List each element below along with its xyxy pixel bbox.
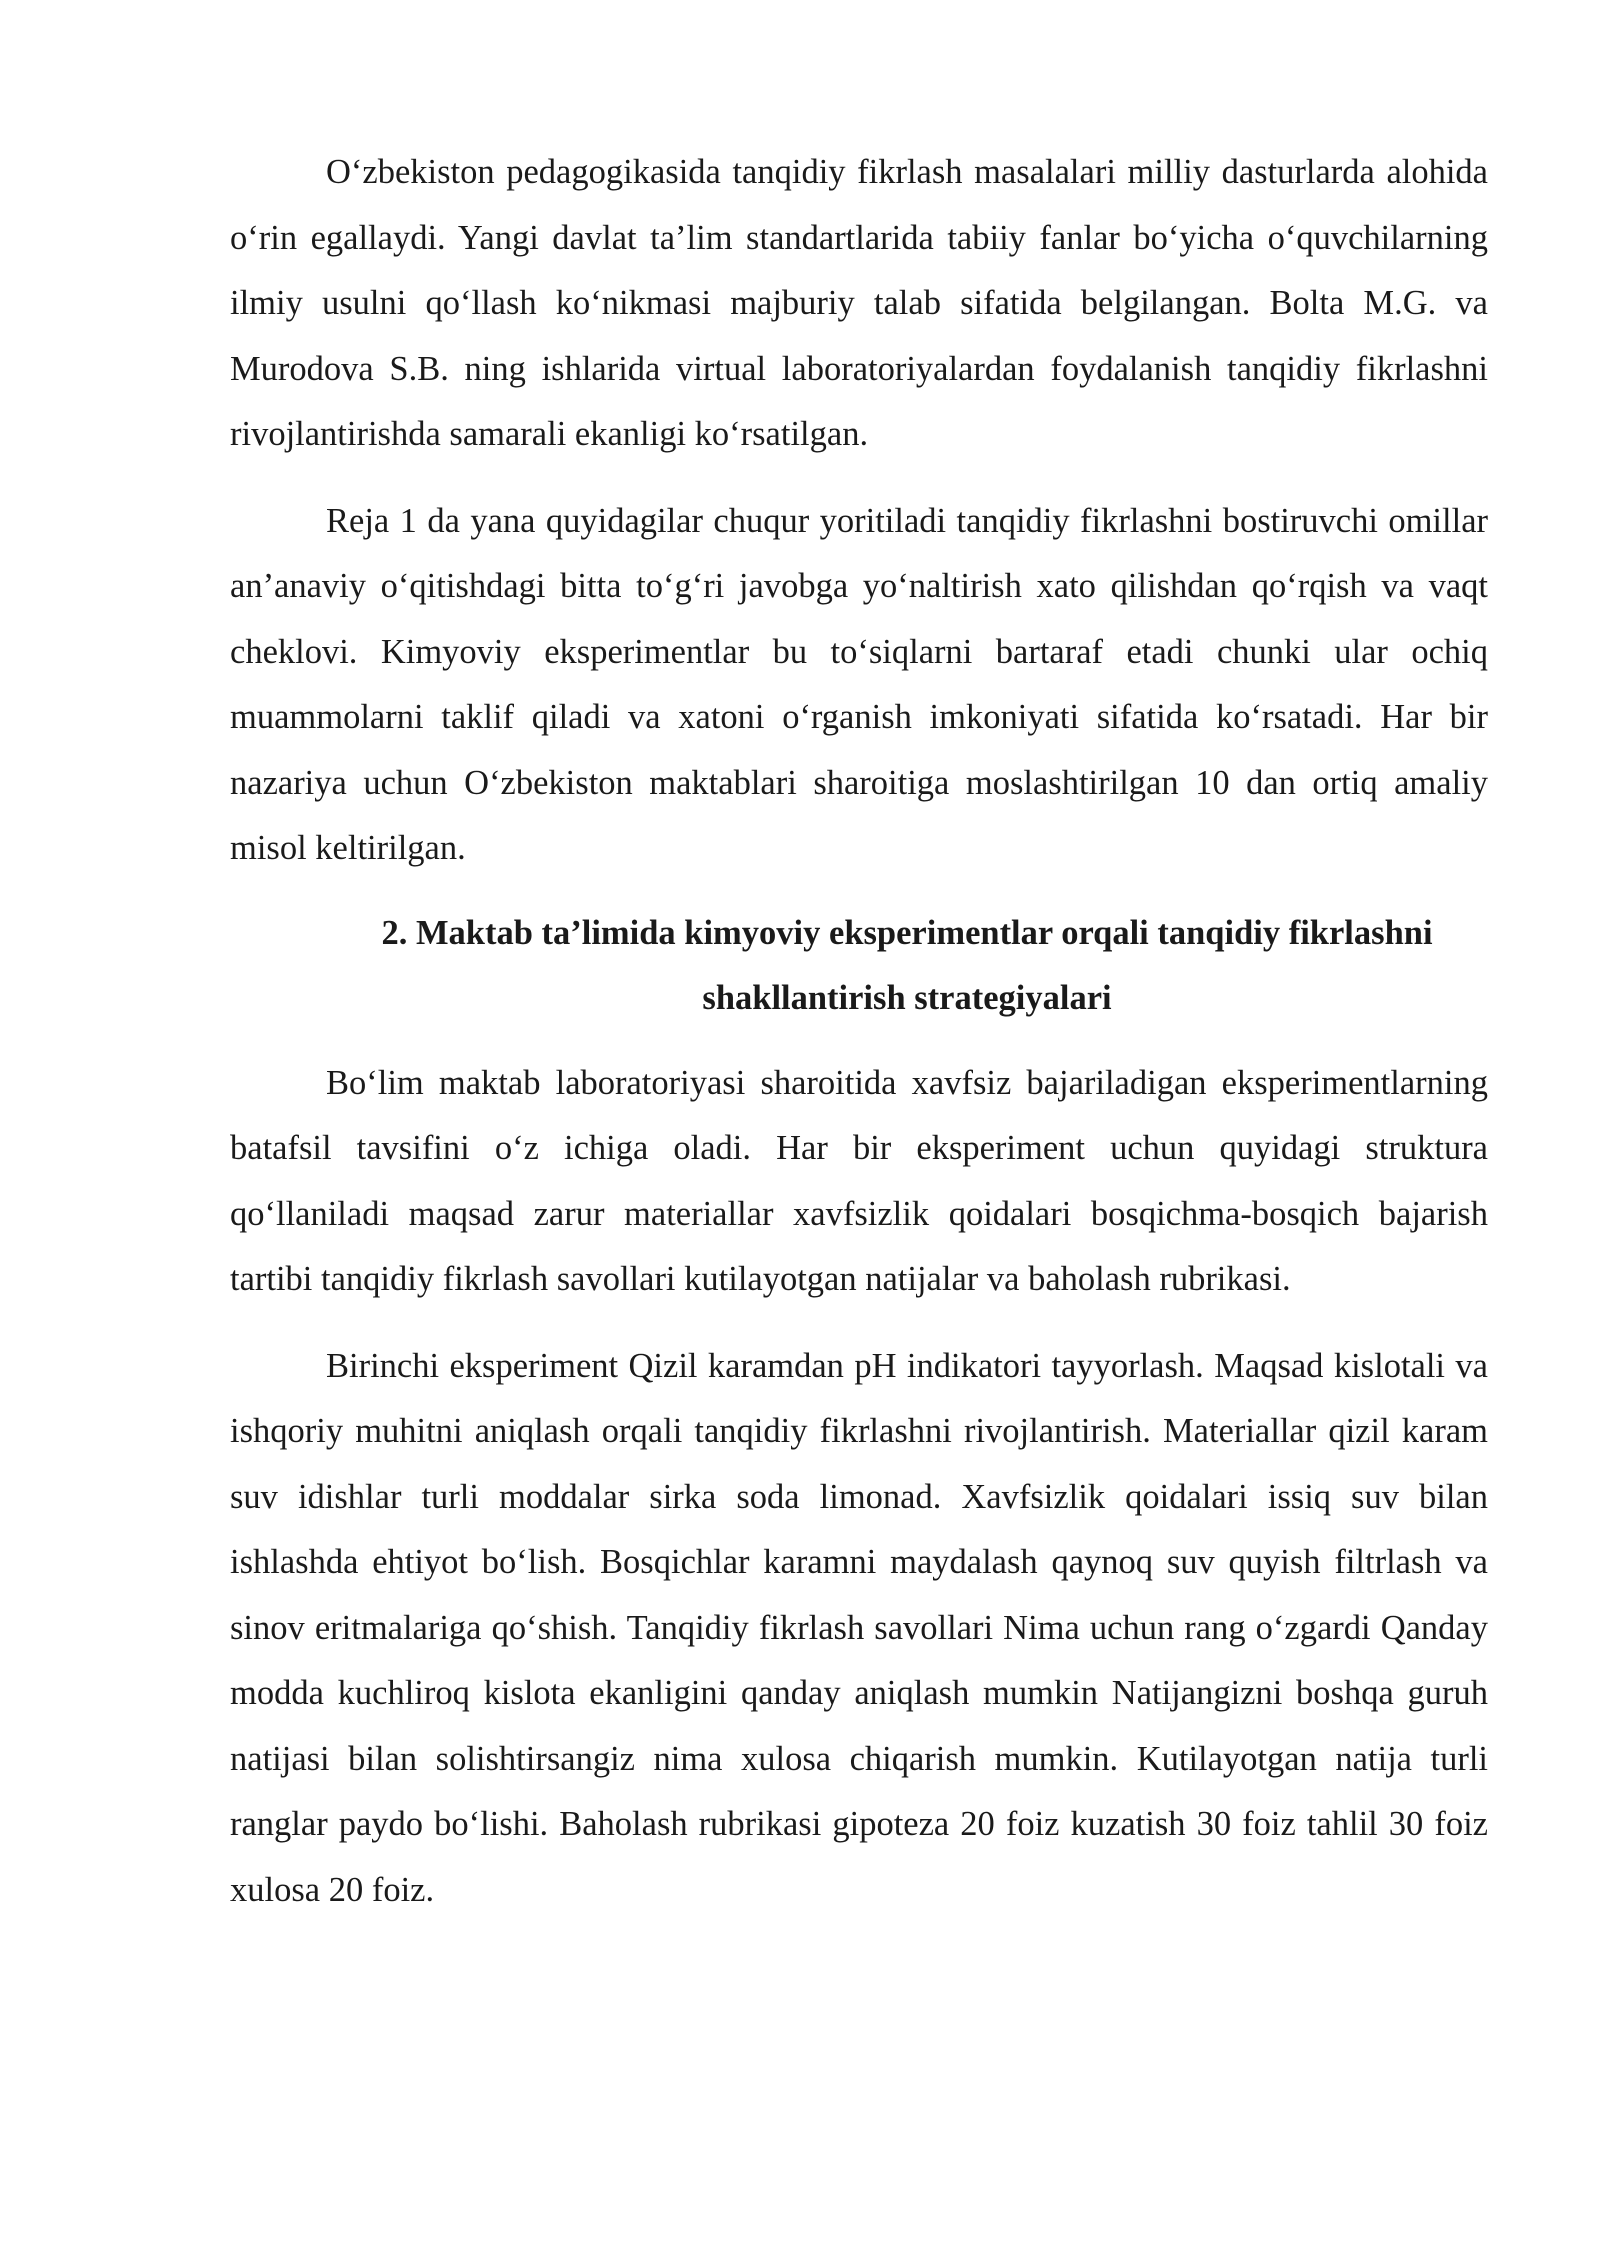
document-page [230,140,1488,1923]
section-heading: 2. Maktab ta’limida kimyoviy eksperimentlar orqali tanqidiy fikrlashni shakllantirish strategiyalari [381,913,1433,1017]
paragraph-plan-1: Reja 1 da yana quyidagilar chuqur yoritiladi tanqidiy fikrlashni bostiruvchi omillar an’anaviy o‘qitishdagi bitta to‘g‘ri javobga yo‘naltirish xato qilishdan qo‘rqish va vaqt cheklovi. Kimyoviy eksperimentlar bu to‘siqlarni bartaraf etadi chunki ular ochiq muammolarni taklif qiladi va xatoni o‘rganish imkoniyati sifatida ko‘rsatadi. Har bir nazariya uchun O‘zbekiston maktablari sharoitiga moslashtirilgan 10 dan ortiq amaliy misol keltirilgan. [230,501,1488,867]
paragraph-uzbek-pedagogy: O‘zbekiston pedagogikasida tanqidiy fikrlash masalalari milliy dasturlarda alohida o‘rin egallaydi. Yangi davlat ta’lim standartlarida tabiiy fanlar bo‘yicha o‘quvchilarning ilmiy usulni qo‘llash ko‘nikmasi majburiy talab sifatida belgilangan. Bolta M.G. va Murodova S.B. ning ishlarida virtual laboratoriyalardan foydalanish tanqidiy fikrlashni rivojlantirishda samarali ekanligi ko‘rsatilgan. [230,153,1488,453]
paragraph-first-experiment: Birinchi eksperiment Qizil karamdan pH indikatori tayyorlash. Maqsad kislotali va ishqoriy muhitni aniqlash orqali tanqidiy fikrlashni rivojlantirish. Materiallar qizil karam suv idishlar turli moddalar sirka soda limonad. Xavfsizlik qoidalari issiq suv bilan ishlashda ehtiyot bo‘lish. Bosqichlar karamni maydalash qaynoq suv quyish filtrlash va sinov eritmalariga qo‘shish. Tanqidiy fikrlash savollari Nima uchun rang o‘zgardi Qanday modda kuchliroq kislota ekanligini qanday aniqlash mumkin Natijangizni boshqa guruh natijasi bilan solishtirsangiz nima xulosa chiqarish mumkin. Kutilayotgan natija turli ranglar paydo bo‘lishi. Baholash rubrikasi gipoteza 20 foiz kuzatish 30 foiz tahlil 30 foiz xulosa 20 foiz. [230,1346,1488,1909]
paragraph-section-intro: Bo‘lim maktab laboratoriyasi sharoitida xavfsiz bajariladigan eksperimentlarning batafsil tavsifini o‘z ichiga oladi. Har bir eksperiment uchun quyidagi struktura qo‘llaniladi maqsad zarur materiallar xavfsizlik qoidalari bosqichma-bosqich bajarish tartibi tanqidiy fikrlash savollari kutilayotgan natijalar va baholash rubrikasi. [230,1063,1488,1298]
